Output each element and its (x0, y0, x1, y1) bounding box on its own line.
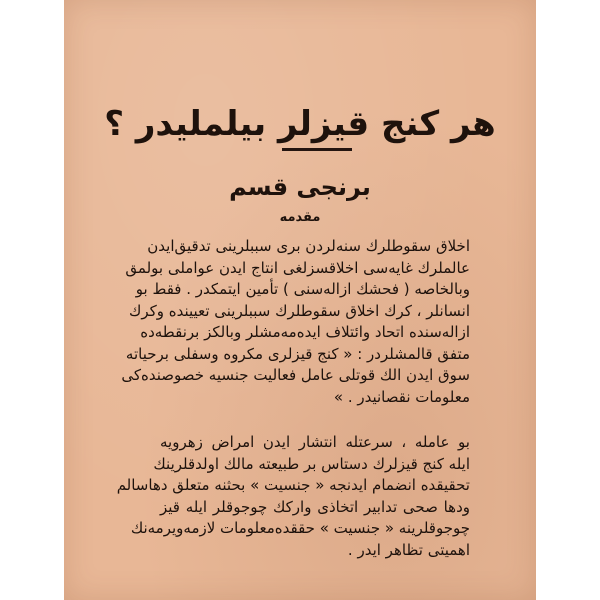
page-title: هر کنج قیزلر بیلملیدر ؟ (104, 104, 496, 144)
paragraph-1 (121, 236, 470, 408)
text-line: ازاله‌سنده اتحاد وائتلاف ایده‌مه‌مشلر وبالکز برنقطه‌ده (140, 323, 470, 341)
text-line: معلومات نقصانیدر . » (333, 387, 470, 406)
text-line: اهمیتی تظاهر ایدر . (347, 540, 470, 559)
text-line: متفق قالمشلردر : « کنج قیزلری مکروه وسفلی برحیاته (125, 344, 470, 363)
title-divider (282, 148, 352, 151)
text-line: سوق ایدن الك قوتلی عامل فعالیت جنسیه خصوصنده‌کی (121, 366, 470, 384)
section-heading: مقدمه (279, 210, 321, 225)
text-line: انسانلر ، کرك اخلاق سقوطلرك سببلرینی تعیینده وکرك (128, 301, 470, 320)
text-line: بو عامله ، سرعتله انتشار ایدن امراض زهرویه (160, 433, 470, 451)
text-line: تحقیقده انضمام ایدنجه « جنسیت » بحثنه متعلق دهاسالم (116, 476, 470, 494)
text-line: اخلاق سقوطلرك سنه‌لردن بری سببلرینی تدقیق‌ایدن (147, 237, 470, 255)
text-line: ایله کنج قیزلرك دستاس بر طبیعته مالك اولدقلرینك (153, 454, 470, 473)
book-page (64, 0, 536, 600)
paragraph-2 (116, 432, 470, 561)
text-line: ودها صحی تدابیر اتخاذی وارکك چوجوقلر ایله قیز (160, 497, 470, 516)
text-line: وبالخاصه ( فحشك ازاله‌سنی ) تأمین ایتمکدر . فقط بو (135, 280, 470, 298)
text-line: چوجوقلرینه « جنسیت » حققده‌معلومات لازمه‌ویرمه‌نك (130, 519, 470, 537)
text-line: عالملرك غایه‌سی اخلاقسزلغی انتاج ایدن عواملی بولمق (125, 258, 470, 277)
part-heading: برنجی قسم (229, 173, 371, 201)
